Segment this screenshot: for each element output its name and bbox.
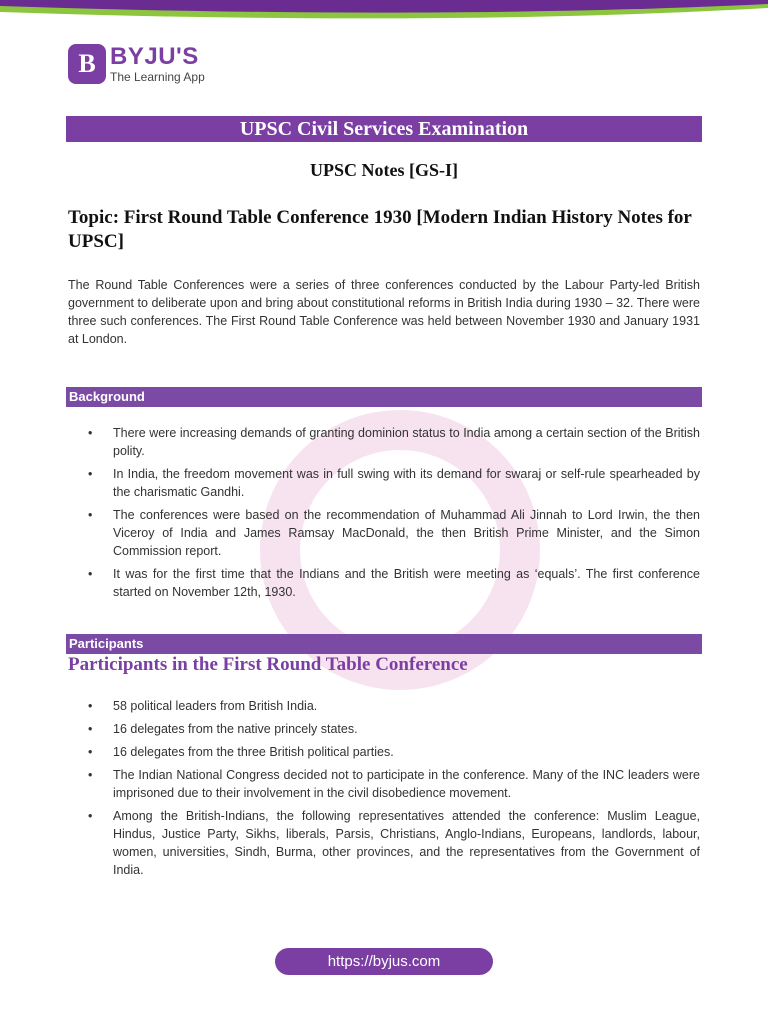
list-item: • In India, the freedom movement was in full swing with its demand for swaraj or self-rule spearheaded by the charismatic Gandhi.: [88, 467, 700, 499]
byjus-logo[interactable]: [68, 44, 248, 90]
logo-mark-icon: B: [68, 44, 106, 84]
list-item: • It was for the first time that the Indians and the British were meeting as ‘equals’. The first conference started on November 12th, 1930.: [88, 567, 700, 599]
logo-brand-name: BYJU'S: [110, 43, 199, 70]
background-list: [68, 424, 700, 606]
section-bar-participants: Participants: [66, 634, 702, 654]
notes-title: UPSC Notes [GS-I]: [310, 160, 458, 180]
exam-title-bar: UPSC Civil Services Examination: [66, 116, 702, 142]
participants-subheading: Participants in the First Round Table Conference: [68, 654, 468, 675]
list-item: • 16 delegates from the native princely states.: [88, 722, 358, 736]
top-decorative-band: [0, 0, 768, 22]
list-item: • The conferences were based on the recommendation of Muhammad Ali Jinnah to Lord Irwin, the then Viceroy of India and James Ramsay MacDonald, the then British Prime Minister, and the Simon Commission report.: [88, 508, 700, 558]
list-item: • 16 delegates from the three British political parties.: [88, 745, 394, 759]
section-bar-background: Background: [66, 387, 702, 407]
logo-tagline: The Learning App: [110, 70, 205, 84]
list-item: • The Indian National Congress decided not to participate in the conference. Many of the INC leaders were imprisoned due to their involvement in the civil disobedience movement.: [88, 768, 700, 800]
participants-list: [68, 697, 700, 884]
intro-paragraph: The Round Table Conferences were a series of three conferences conducted by the Labour Party-led British government to deliberate upon and bring about constitutional reforms in British India during 1930 – 32. There were three such conferences. The First Round Table Conference was held between November 1930 and January 1931 at London.: [68, 278, 700, 346]
list-item: • Among the British-Indians, the following representatives attended the conference: Muslim League, Hindus, Justice Party, Sikhs, liberals, Parsis, Christians, Anglo-Indians, Europeans, landlords, labour, women, universities, Sindh, Burma, other provinces, and the representatives from the Government of India.: [88, 809, 700, 877]
footer-url-link[interactable]: https://byjus.com: [275, 948, 493, 975]
topic-heading: Topic: First Round Table Conference 1930 [Modern Indian History Notes for UPSC]: [68, 207, 692, 252]
list-item: • 58 political leaders from British India.: [88, 699, 318, 713]
list-item: • There were increasing demands of granting dominion status to India among a certain section of the British polity.: [88, 426, 700, 458]
